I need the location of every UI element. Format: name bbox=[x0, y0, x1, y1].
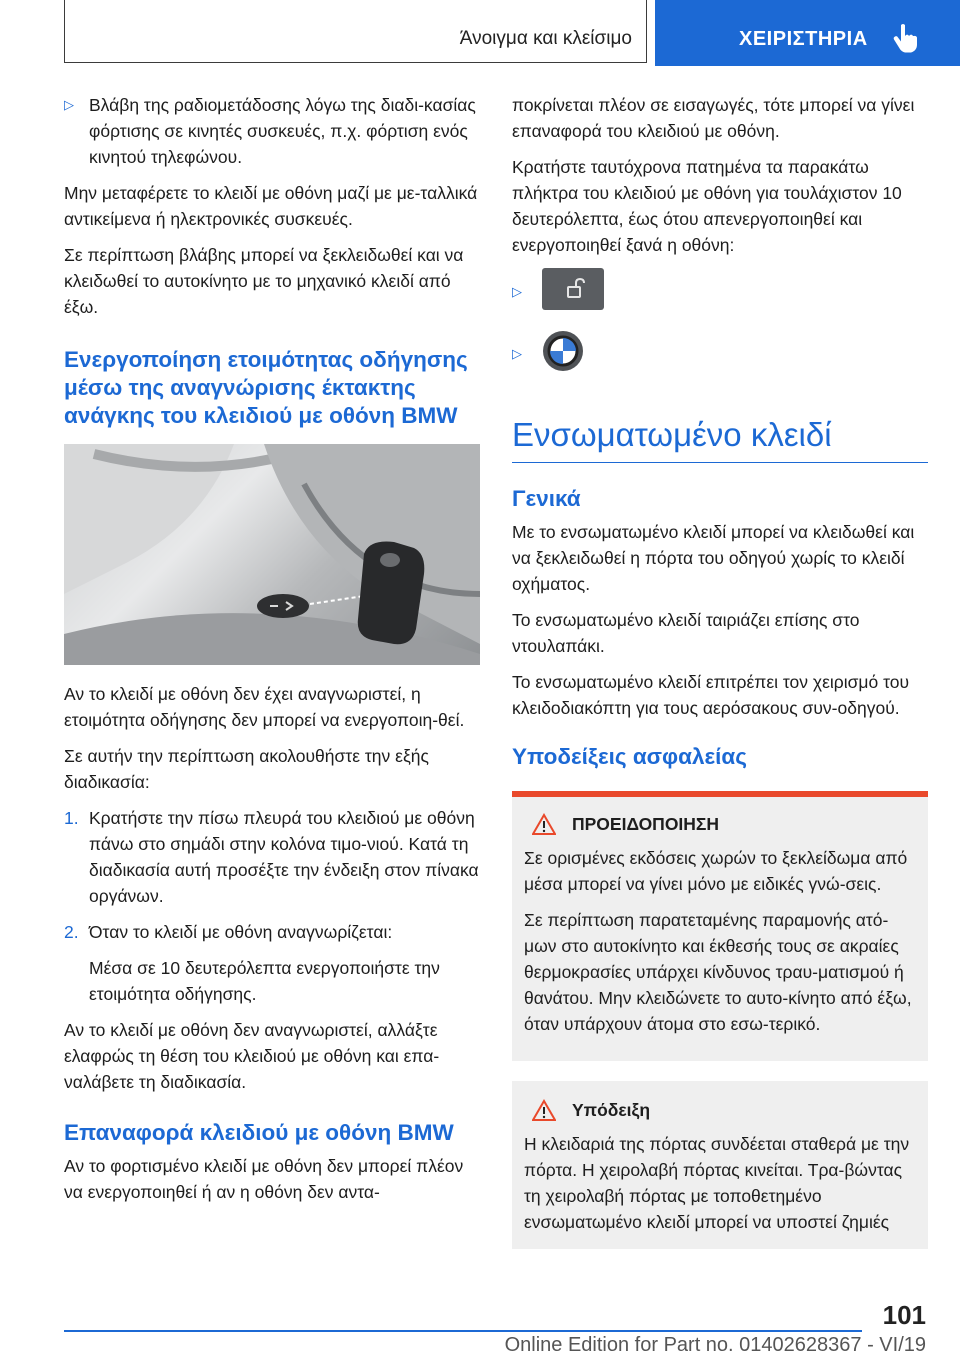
hint-header bbox=[524, 1099, 916, 1121]
heading-general: Γενικά bbox=[512, 486, 581, 511]
edition-footer: Online Edition for Part no. 01402628367 - VI/19 bbox=[504, 1334, 926, 1356]
warning-triangle-icon bbox=[532, 813, 556, 835]
hand-pointer-icon bbox=[893, 23, 921, 53]
paragraph: ποκρίνεται πλέον σε εισαγωγές, τότε μπορεί να γίνει επαναφορά του κλειδιού με οθόνη. bbox=[512, 95, 915, 141]
footer-divider bbox=[64, 1330, 862, 1332]
triangle-bullet-icon: ▷ bbox=[512, 284, 522, 299]
paragraph: Κρατήστε ταυτόχρονα πατημένα τα παρακάτω πλήκτρα του κλειδιού με οθόνη για τουλάχιστον 10 δευτερόλεπτα, έως ότου απενεργοποιηθεί και ενεργοποιηθεί ξανά η οθόνη: bbox=[512, 157, 902, 255]
page-number: 101 bbox=[882, 1300, 926, 1330]
step-text: Όταν το κλειδί με οθόνη αναγνωρίζεται: bbox=[89, 922, 393, 942]
manual-label: ΧΕΙΡΙΣΤΗΡΙΑ bbox=[739, 28, 868, 50]
section-title: Άνοιγμα και κλείσιμο bbox=[459, 28, 632, 49]
warning-title: ΠΡΟΕΙΔΟΠΟΙΗΣΗ bbox=[572, 813, 720, 834]
step-text: Κρατήστε την πίσω πλευρά του κλειδιού με οθόνη πάνω στο σημάδι στην κολόνα τιμο-νιού. Κατά τη διαδικασία αυτή προσέξτε την ένδειξη στον πίνακα οργάνων. bbox=[89, 808, 479, 906]
step-number: 2. bbox=[64, 922, 79, 942]
key-button-item bbox=[512, 330, 928, 392]
paragraph: Αν το φορτισμένο κλειδί με οθόνη δεν μπορεί πλέον να ενεργοποιηθεί ή αν η οθόνη δεν αντα- bbox=[64, 1156, 464, 1202]
step-1 bbox=[64, 805, 480, 909]
bullet-text: Βλάβη της ραδιομετάδοσης λόγω της διαδι-κασίας φόρτισης σε κινητές συσκευές, π.χ. φόρτιση ενός κινητού τηλεφώνου. bbox=[89, 95, 476, 167]
warning-text: Σε ορισμένες εκδόσεις χωρών το ξεκλείδωμα από μέσα μπορεί να γίνει μόνο με ειδικές γνώ-σεις. bbox=[524, 848, 908, 894]
hint-text: Η κλειδαριά της πόρτας συνδέεται σταθερά με την πόρτα. Η χειρολαβή πόρτας κινείται. Τρα-βώντας τη χειρολαβή πόρτας με τοποθετημένο ενσωματωμένο κλειδί μπορεί να υποστεί ζημιές bbox=[524, 1134, 910, 1232]
left-column bbox=[64, 92, 480, 1215]
paragraph: Σε περίπτωση βλάβης μπορεί να ξεκλειδωθεί και να κλειδωθεί το αυτοκίνητο με το μηχανικό κλειδί από έξω. bbox=[64, 245, 464, 317]
warning-header bbox=[524, 813, 916, 835]
key-button-item bbox=[512, 268, 928, 330]
step-number: 1. bbox=[64, 808, 79, 828]
heading-integrated-key: Ενσωματωμένο κλειδί bbox=[512, 416, 928, 463]
key-photo-illustration bbox=[64, 444, 480, 665]
paragraph: Το ενσωματωμένο κλειδί επιτρέπει τον χειρισμό του κλειδοδιακόπτη για τους αερόσακους συν-οδηγού. bbox=[512, 672, 910, 718]
paragraph: Το ενσωματωμένο κλειδί ταιριάζει επίσης στο ντουλαπάκι. bbox=[512, 610, 860, 656]
step-2-detail: Μέσα σε 10 δευτερόλεπτα ενεργοποιήστε την ετοιμότητα οδήγησης. bbox=[89, 958, 440, 1004]
heading-reset-key: Επαναφορά κλειδιού με οθόνη BMW bbox=[64, 1120, 454, 1145]
steering-column-key-photo bbox=[64, 444, 480, 665]
hint-title: Υπόδειξη bbox=[572, 1099, 651, 1120]
paragraph: Σε αυτήν την περίπτωση ακολουθήστε την εξής διαδικασία: bbox=[64, 746, 429, 792]
warning-text: Σε περίπτωση παρατεταμένης παραμονής ατό-μων στο αυτοκίνητο και έκθεσής τους σε ακραίες θερμοκρασίες υπάρχει κίνδυνος τραυ-ματισμού ή θανάτου. Μην κλειδώνετε το αυτο-κίνητο από έξω, όταν υπάρχουν άτομα στο εσω-τερικό. bbox=[524, 910, 912, 1034]
warning-triangle-icon bbox=[532, 1099, 556, 1121]
paragraph: Αν το κλειδί με οθόνη δεν έχει αναγνωριστεί, η ετοιμότητα οδήγησης δεν μπορεί να ενεργοποιη-θεί. bbox=[64, 684, 465, 730]
warning-box bbox=[512, 791, 928, 1061]
hint-box bbox=[512, 1081, 928, 1249]
bullet-item bbox=[64, 92, 480, 170]
heading-safety: Υποδείξεις ασφαλείας bbox=[512, 744, 747, 769]
unlock-button-icon bbox=[542, 268, 604, 310]
step-2 bbox=[64, 919, 480, 945]
triangle-bullet-icon: ▷ bbox=[64, 97, 74, 112]
heading-emergency-detection: Ενεργοποίηση ετοιμότητας οδήγησης μέσω της αναγνώρισης έκτακτης ανάγκης του κλειδιού με οθόνη BMW bbox=[64, 347, 468, 428]
paragraph: Με το ενσωματωμένο κλειδί μπορεί να κλειδωθεί και να ξεκλειδωθεί η πόρτα του οδηγού χωρίς το κλειδί οχήματος. bbox=[512, 522, 915, 594]
header-section-box bbox=[64, 0, 647, 63]
triangle-bullet-icon: ▷ bbox=[512, 346, 522, 361]
bmw-logo-button-icon bbox=[542, 330, 584, 372]
right-column bbox=[512, 92, 928, 1249]
paragraph: Αν το κλειδί με οθόνη δεν αναγνωριστεί, αλλάξτε ελαφρώς τη θέση του κλειδιού με οθόνη και επα-ναλάβετε τη διαδικασία. bbox=[64, 1020, 440, 1092]
paragraph: Μην μεταφέρετε το κλειδί με οθόνη μαζί με με-ταλλικά αντικείμενα ή ηλεκτρονικές συσκευές. bbox=[64, 183, 478, 229]
header-tab[interactable] bbox=[655, 0, 960, 66]
